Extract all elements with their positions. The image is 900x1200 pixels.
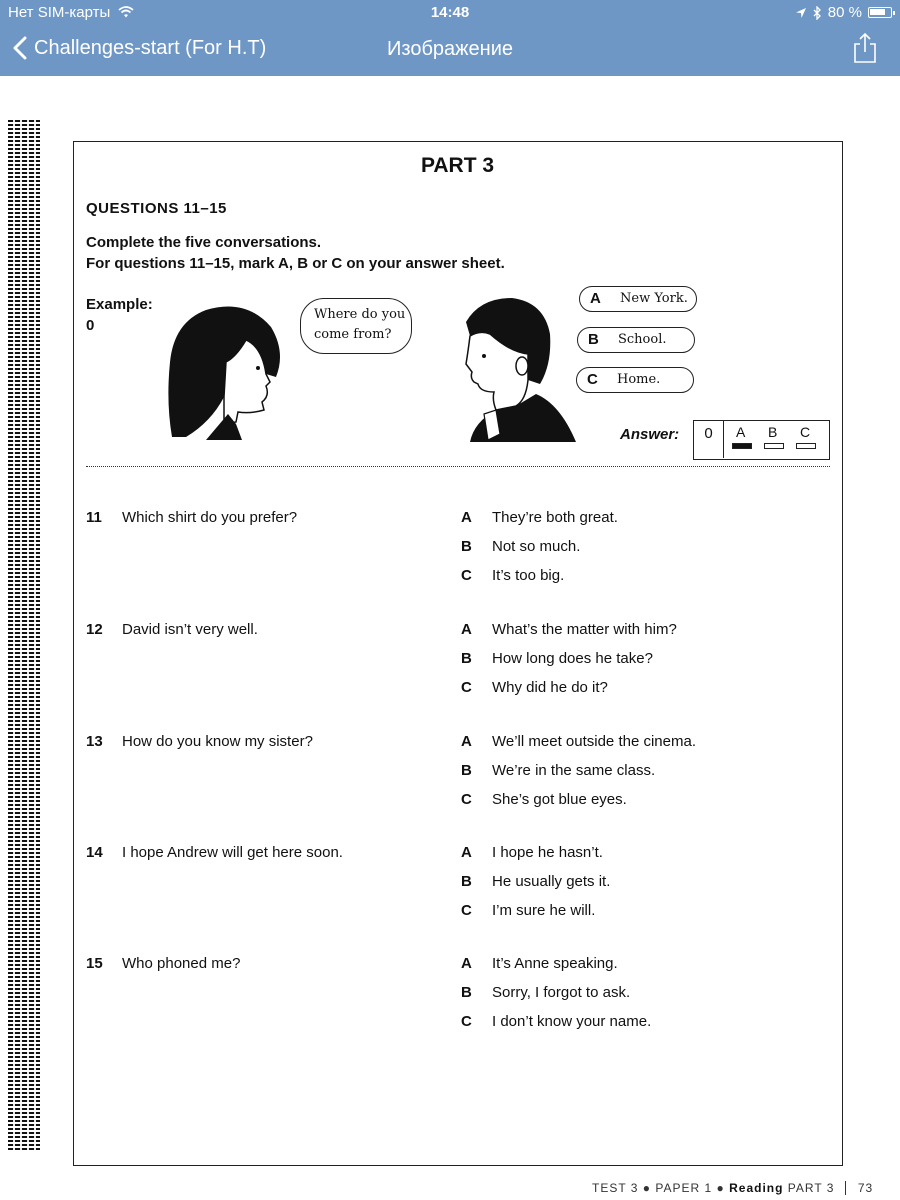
divider [86, 466, 830, 467]
answer-mark-a [732, 443, 752, 449]
answer-box [693, 420, 830, 460]
example-option-c: C Home. [576, 367, 694, 393]
carrier-label: Нет SIM-карты [8, 4, 134, 21]
instruction-line-2: For questions 11–15, mark A, B or C on your answer sheet. [86, 255, 505, 272]
example-label: Example: 0 [86, 296, 153, 334]
scan-edge [8, 120, 40, 1150]
example-option-b: B School. [577, 327, 695, 353]
answer-mark-c [796, 443, 816, 449]
answer-label: Answer: [620, 426, 680, 443]
answer-letter-b: B [768, 424, 778, 440]
status-bar [0, 0, 900, 26]
document-page: PART 3 QUESTIONS 11–15 Complete the five conversations. For questions 11–15, mark A, B or C on your answer sheet. Example: 0 Where do you come from? A New York. B School. C Home. Answer: 0 A B C 11 Which shirt do you prefer? A They’re both great. B Not so much. C It’s too big. 12 David isn’t very well. A What’s the matter with him? B How long does he take? C Why did he do it? 13 How do you know my sister? A We’ll meet outside the cinema. B We’re in the same class. C She’s got blue eyes. 14 I hope Andrew will get here soon. A I hope he hasn’t. B He usually gets it. C I’m sure he will. 15 Who phoned me? A It’s Anne speaking. B Sorry, I forgot to ask. C I don’t know your name. [73, 141, 843, 1166]
answer-letter-a: A [736, 424, 746, 440]
answer-mark-b [764, 443, 784, 449]
example-option-a: A New York. [579, 286, 697, 312]
bluetooth-icon [813, 6, 822, 20]
navigation-bar [0, 0, 900, 76]
nav-title: Изображение [387, 38, 513, 60]
man-illustration [440, 294, 576, 442]
back-label: Challenges-start (For H.T) [34, 36, 267, 59]
battery-icon [868, 7, 892, 18]
part-title: PART 3 [420, 154, 495, 177]
page-number: 73 [845, 1181, 873, 1195]
location-icon [795, 7, 807, 19]
instructions [86, 232, 505, 274]
clock: 14:48 [430, 4, 470, 21]
instruction-line-1: Complete the five conversations. [86, 234, 322, 251]
battery-percent: 80 % [827, 4, 862, 21]
nav-row [0, 30, 900, 70]
example-number: 0 [86, 317, 95, 334]
questions-heading: QUESTIONS 11–15 [86, 200, 227, 217]
battery-fill [870, 9, 885, 15]
answer-number: 0 [694, 421, 724, 458]
speech-bubble: Where do you come from? [300, 298, 412, 354]
status-right [795, 4, 892, 21]
page-footer: TEST 3 ● PAPER 1 ● Reading PART 3 73 [592, 1181, 874, 1195]
woman-illustration [166, 302, 286, 440]
share-icon[interactable] [852, 32, 878, 64]
answer-letter-c: C [800, 424, 811, 440]
